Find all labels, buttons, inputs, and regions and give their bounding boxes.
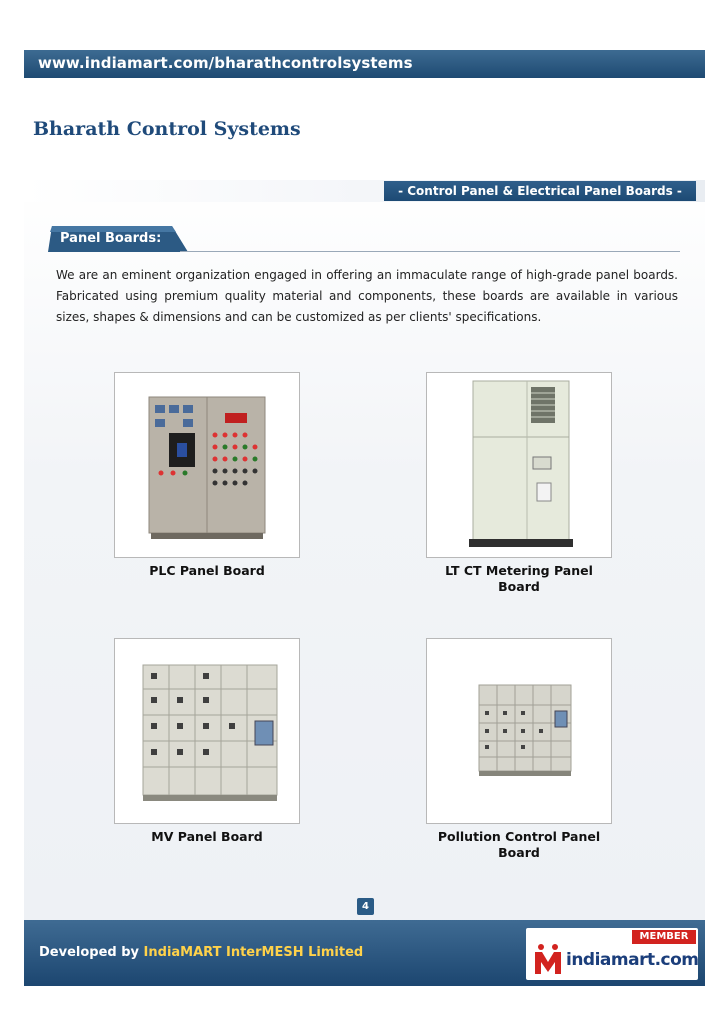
- page-number: 4: [357, 898, 374, 915]
- indiamart-m-icon: [532, 942, 564, 976]
- product-label-mv-panel: MV Panel Board: [151, 829, 263, 844]
- member-badge: MEMBER: [632, 930, 696, 944]
- section-divider: [180, 251, 680, 252]
- section-description: We are an eminent organization engaged in offering an immaculate range of high-grade panel boards. Fabricated using premium quality material and components, these boards are available in various sizes, shapes & dimensions and can be customized as per clients' specifications.: [56, 268, 678, 324]
- product-image-plc-panel[interactable]: [114, 372, 300, 558]
- section-title: Panel Boards:: [60, 231, 162, 246]
- developer-name[interactable]: IndiaMART InterMESH Limited: [143, 945, 364, 960]
- developed-by-label: Developed by: [39, 945, 144, 960]
- company-name: Bharath Control Systems: [33, 118, 301, 140]
- site-url: www.indiamart.com/bharathcontrolsystems: [38, 54, 413, 72]
- product-image-mv-panel[interactable]: [114, 638, 300, 824]
- indiamart-logo[interactable]: [526, 928, 698, 980]
- product-image-pollution-control-panel[interactable]: [426, 638, 612, 824]
- footer: [24, 920, 705, 986]
- section-tab: [48, 226, 188, 252]
- page-subtitle: - Control Panel & Electrical Panel Boards -: [384, 181, 696, 201]
- url-bar: [24, 50, 705, 78]
- indiamart-logo-text: indiamart.com: [566, 950, 699, 970]
- footer-credit: [39, 945, 363, 960]
- product-label-lt-ct-metering-panel: LT CT Metering Panel Board: [445, 563, 593, 594]
- product-image-lt-ct-metering-panel[interactable]: [426, 372, 612, 558]
- product-label-pollution-control-panel: Pollution Control Panel Board: [437, 829, 601, 860]
- product-label-plc-panel: PLC Panel Board: [149, 563, 265, 578]
